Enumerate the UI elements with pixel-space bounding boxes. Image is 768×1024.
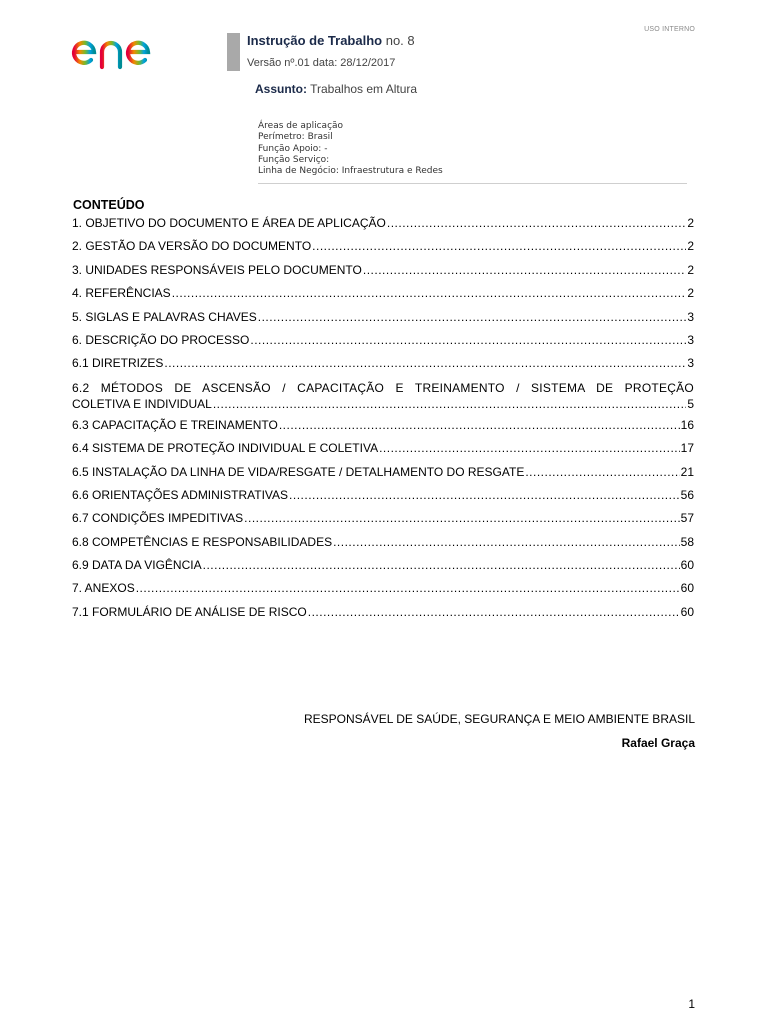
classification-label: USO INTERNO <box>644 26 695 33</box>
toc-entry-title: 6.6 ORIENTAÇÕES ADMINISTRATIVAS <box>72 487 289 502</box>
toc-entry-page: 3 <box>687 356 694 371</box>
toc-entry-title: 6.2 MÉTODOS DE ASCENSÃO / CAPACITAÇÃO E TREINAMENTO / SISTEMA DE PROTEÇÃO <box>72 380 694 395</box>
toc-leader <box>379 437 680 460</box>
toc-entry[interactable] <box>72 484 694 507</box>
table-of-contents <box>72 212 694 624</box>
toc-entry-title: 6.8 COMPETÊNCIAS E RESPONSABILIDADES <box>72 534 333 549</box>
toc-leader <box>333 531 680 554</box>
toc-entry-title: 6.7 CONDIÇÕES IMPEDITIVAS <box>72 511 244 526</box>
subject-label: Assunto: <box>255 82 307 96</box>
toc-entry-title: 6.1 DIRETRIZES <box>72 356 164 371</box>
toc-entry-page: 3 <box>687 332 694 347</box>
document-subject <box>255 82 417 96</box>
toc-entry[interactable] <box>72 531 694 554</box>
toc-entry[interactable] <box>72 352 694 375</box>
toc-entry-title: 4. REFERÊNCIAS <box>72 286 171 301</box>
toc-entry[interactable] <box>72 282 694 305</box>
toc-entry-title: 6.5 INSTALAÇÃO DA LINHA DE VIDA/RESGATE / DETALHAMENTO DO RESGATE <box>72 464 525 479</box>
toc-entry[interactable] <box>72 235 694 258</box>
application-area <box>258 121 443 177</box>
toc-entry-page: 2 <box>687 286 694 301</box>
toc-leader <box>312 235 686 258</box>
business-line: Linha de Negócio: Infraestrutura e Redes <box>258 166 443 177</box>
toc-leader <box>213 396 686 412</box>
toc-entry-page: 60 <box>680 558 694 573</box>
toc-entry[interactable] <box>72 329 694 352</box>
toc-leader <box>387 212 686 235</box>
document-number: no. 8 <box>385 33 415 48</box>
toc-entry-title: 6.3 CAPACITAÇÃO E TREINAMENTO <box>72 417 278 432</box>
toc-entry[interactable] <box>72 507 694 530</box>
toc-leader <box>289 484 680 507</box>
toc-entry[interactable] <box>72 601 694 624</box>
perimeter: Perímetro: Brasil <box>258 132 333 143</box>
toc-leader <box>250 329 686 352</box>
toc-entry-title: 6.9 DATA DA VIGÊNCIA <box>72 558 202 573</box>
toc-leader <box>203 554 680 577</box>
toc-entry-title: 7. ANEXOS <box>72 581 135 596</box>
toc-entry-title: 2. GESTÃO DA VERSÃO DO DOCUMENTO <box>72 239 312 254</box>
toc-entry-page: 56 <box>680 487 694 502</box>
support-function: Função Apoio: - <box>258 143 328 154</box>
toc-entry-title: 7.1 FORMULÁRIO DE ANÁLISE DE RISCO <box>72 604 307 619</box>
toc-entry-title: 5. SIGLAS E PALAVRAS CHAVES <box>72 309 257 324</box>
toc-leader <box>244 507 679 530</box>
responsible-name: Rafael Graça <box>621 736 695 750</box>
toc-entry-page: 60 <box>680 581 694 596</box>
toc-entry-page: 60 <box>680 604 694 619</box>
toc-entry[interactable] <box>72 259 694 282</box>
toc-leader <box>525 461 679 484</box>
toc-entry[interactable] <box>72 414 694 437</box>
toc-entry-page: 2 <box>687 262 694 277</box>
toc-entry-title: 3. UNIDADES RESPONSÁVEIS PELO DOCUMENTO <box>72 262 362 277</box>
toc-leader <box>279 414 680 437</box>
document-title <box>247 33 415 48</box>
header-accent-bar <box>227 33 240 71</box>
toc-heading: CONTEÚDO <box>73 198 145 212</box>
toc-entry-page: 5 <box>687 396 694 411</box>
toc-leader <box>258 306 687 329</box>
toc-entry-page: 3 <box>687 309 694 324</box>
toc-entry[interactable] <box>72 461 694 484</box>
toc-entry-page: 16 <box>680 417 694 432</box>
toc-leader <box>164 352 686 375</box>
toc-entry-page: 2 <box>687 216 694 230</box>
toc-entry-page: 58 <box>680 534 694 549</box>
toc-leader <box>363 259 686 282</box>
subject-value: Trabalhos em Altura <box>310 82 418 96</box>
toc-leader <box>172 282 687 305</box>
responsible-role: RESPONSÁVEL DE SAÚDE, SEGURANÇA E MEIO AMBIENTE BRASIL <box>304 712 695 726</box>
document-type: Instrução de Trabalho <box>247 33 383 48</box>
toc-entry-title: 6.4 SISTEMA DE PROTEÇÃO INDIVIDUAL E COLETIVA <box>72 441 379 456</box>
toc-entry-page: 2 <box>687 239 694 254</box>
toc-entry-title-continued: COLETIVA E INDIVIDUAL <box>72 396 212 411</box>
toc-entry-page: 57 <box>680 511 694 526</box>
toc-entry[interactable] <box>72 376 694 414</box>
toc-entry-title: 1. OBJETIVO DO DOCUMENTO E ÁREA DE APLICAÇÃO <box>72 216 386 230</box>
toc-entry[interactable] <box>72 577 694 600</box>
header-divider <box>258 183 687 184</box>
page-number: 1 <box>688 997 695 1011</box>
enel-logo <box>70 28 182 72</box>
toc-entry-page: 21 <box>680 464 694 479</box>
toc-entry-title: 6. DESCRIÇÃO DO PROCESSO <box>72 332 250 347</box>
toc-entry[interactable] <box>72 437 694 460</box>
toc-leader <box>308 601 680 624</box>
application-area-title: Áreas de aplicação <box>258 121 344 131</box>
toc-entry[interactable] <box>72 306 694 329</box>
toc-entry-page: 17 <box>680 441 694 456</box>
document-version: Versão nº.01 data: 28/12/2017 <box>247 57 396 69</box>
toc-entry[interactable] <box>72 212 694 235</box>
toc-leader <box>136 577 680 600</box>
toc-entry[interactable] <box>72 554 694 577</box>
service-function: Função Serviço: <box>258 154 330 165</box>
